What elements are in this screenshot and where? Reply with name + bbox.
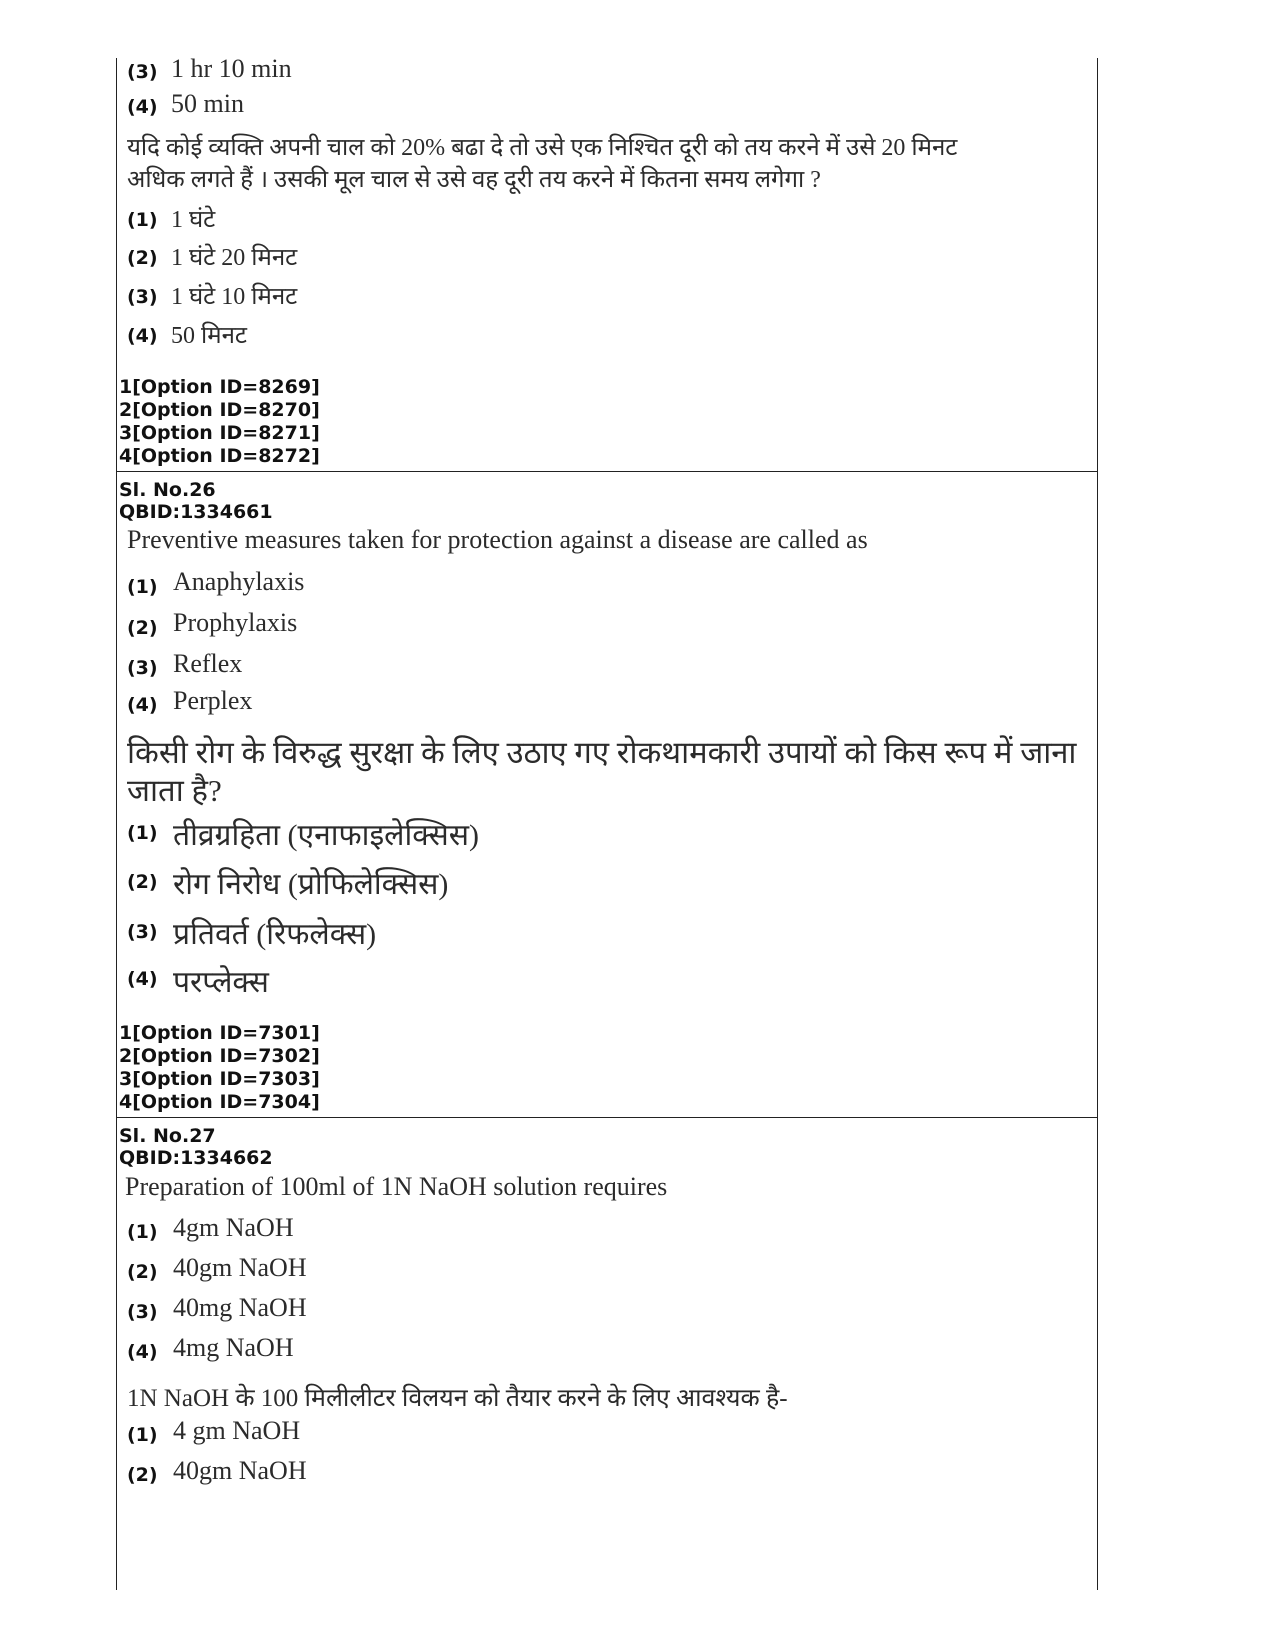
option-number: (3) — [127, 657, 158, 679]
option-text: Anaphylaxis — [173, 567, 305, 596]
option-id: 2[Option ID=7302] — [119, 1045, 320, 1067]
option-number: (2) — [127, 1464, 158, 1486]
question-text-english: Preparation of 100ml of 1N NaOH solution requires — [125, 1172, 668, 1201]
qbid: QBID:1334662 — [119, 1147, 273, 1169]
qbid: QBID:1334661 — [119, 501, 273, 523]
option-number: (3) — [127, 286, 158, 308]
option-number: (1) — [127, 209, 158, 231]
option-id: 1[Option ID=8269] — [119, 376, 320, 398]
option-text: 40gm NaOH — [173, 1456, 307, 1485]
option-text: रोग निरोध (प्रोफिलेक्सिस) — [173, 868, 449, 901]
question-text-hindi-line1: किसी रोग के विरुद्ध सुरक्षा के लिए उठाए गए रोकथामकारी उपायों को किस रूप में जाना — [127, 735, 1077, 770]
option-number: (2) — [127, 617, 158, 639]
option-text: 50 min — [171, 89, 244, 118]
option-number: (4) — [127, 325, 158, 347]
option-text: 1 hr 10 min — [171, 54, 292, 83]
question-frame — [116, 54, 1098, 1590]
option-id: 3[Option ID=8271] — [119, 422, 320, 444]
option-text: Reflex — [173, 649, 243, 678]
option-id: 4[Option ID=7304] — [119, 1091, 320, 1113]
option-text: 1 घंटे — [171, 207, 216, 233]
question-text-hindi: 1N NaOH के 100 मिलीलीटर विलयन को तैयार करने के लिए आवश्यक है- — [127, 1385, 788, 1412]
question-text-hindi-line2: जाता है? — [127, 773, 222, 808]
option-id: 1[Option ID=7301] — [119, 1022, 320, 1044]
option-id: 4[Option ID=8272] — [119, 445, 320, 467]
question-text-english: Preventive measures taken for protection against a disease are called as — [127, 525, 868, 554]
option-text: प्रतिवर्त (रिफलेक्स) — [173, 918, 377, 951]
option-text: 1 घंटे 20 मिनट — [171, 245, 298, 271]
option-text: 40mg NaOH — [173, 1293, 307, 1322]
option-number: (3) — [127, 1301, 158, 1323]
option-number: (4) — [127, 1341, 158, 1363]
option-number: (2) — [127, 247, 158, 269]
option-number: (1) — [127, 1424, 158, 1446]
option-id: 2[Option ID=8270] — [119, 399, 320, 421]
option-text: 40gm NaOH — [173, 1253, 307, 1282]
option-text: Perplex — [173, 686, 253, 715]
option-id: 3[Option ID=7303] — [119, 1068, 320, 1090]
option-number: (3) — [127, 61, 158, 83]
serial-number: Sl. No.27 — [119, 1125, 216, 1147]
option-text: 1 घंटे 10 मिनट — [171, 284, 298, 310]
option-number: (4) — [127, 968, 158, 990]
option-text: तीव्रग्रहिता (एनाफाइलेक्सिस) — [173, 819, 480, 852]
option-number: (1) — [127, 822, 158, 844]
option-number: (3) — [127, 921, 158, 943]
question-text-hindi-line1: यदि कोई व्यक्ति अपनी चाल को 20% बढा दे तो उसे एक निश्चित दूरी को तय करने में उसे 20 मिनट — [127, 135, 958, 161]
option-number: (1) — [127, 1221, 158, 1243]
option-number: (2) — [127, 1261, 158, 1283]
option-text: परप्लेक्स — [173, 966, 269, 999]
option-number: (4) — [127, 96, 158, 118]
question-text-hindi-line2: अधिक लगते हैं । उसकी मूल चाल से उसे वह दूरी तय करने में कितना समय लगेगा ? — [127, 167, 821, 193]
option-text: 4 gm NaOH — [173, 1416, 301, 1445]
option-number: (2) — [127, 871, 158, 893]
option-number: (4) — [127, 694, 158, 716]
question-separator — [117, 1117, 1097, 1118]
question-separator — [117, 471, 1097, 472]
option-text: 50 मिनट — [171, 323, 247, 349]
option-text: 4gm NaOH — [173, 1213, 294, 1242]
option-text: Prophylaxis — [173, 608, 298, 637]
option-number: (1) — [127, 576, 158, 598]
serial-number: Sl. No.26 — [119, 479, 216, 501]
option-text: 4mg NaOH — [173, 1333, 294, 1362]
